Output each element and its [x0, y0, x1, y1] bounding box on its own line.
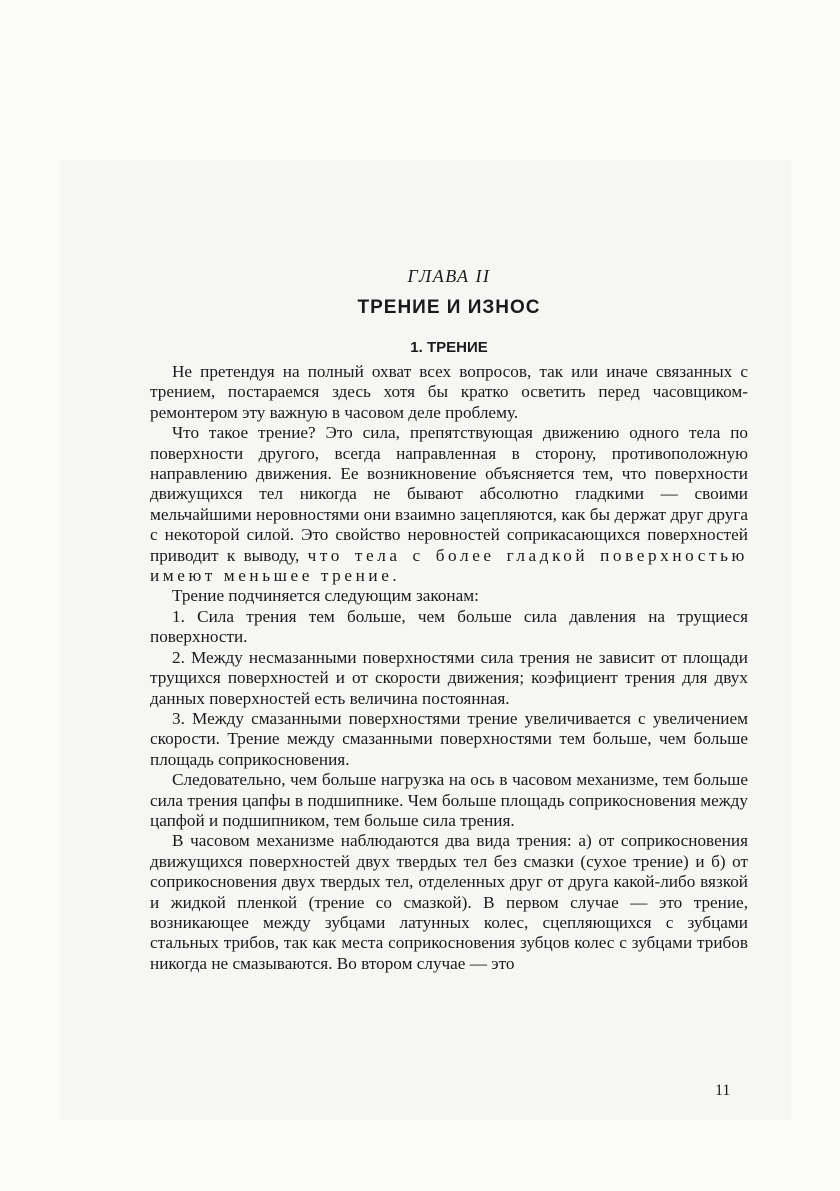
- chapter-title: ТРЕНИЕ И ИЗНОС: [357, 297, 541, 318]
- body-text: [150, 362, 748, 974]
- paragraph-consequence: Следовательно, чем больше нагрузка на ось в часовом механизме, тем больше сила трения цапфы в подшипнике. Чем больше площадь соприкосновения между цапфой и подшипником, тем больше сила трения.: [150, 770, 748, 830]
- paragraph-definition: [150, 423, 748, 586]
- page-number: 11: [715, 1082, 731, 1099]
- section-title: 1. ТРЕНИЕ: [410, 339, 488, 356]
- paragraph-intro: Не претендуя на полный охват всех вопросов, так или иначе связанных с трением, постараемся здесь хотя бы кратко осветить перед часовщиком-ремонтером эту важную в часовом деле проблему.: [150, 362, 748, 422]
- law-1: 1. Сила трения тем больше, чем больше сила давления на трущиеся поверхности.: [150, 606, 748, 647]
- law-3: 3. Между смазанными поверхностями трение увеличивается с увеличением скорости. Трение между смазанными поверхностями тем больше, чем больше площадь соприкосновения.: [150, 708, 748, 769]
- paragraph-laws-intro: Трение подчиняется следующим законам:: [172, 586, 479, 606]
- chapter-label: ГЛАВА II: [407, 266, 491, 286]
- page-content: [150, 266, 748, 974]
- paragraph-friction-types: В часовом механизме наблюдаются два вида трения: а) от соприкосновения движущихся поверхностей двух твердых тел без смазки (сухое трение) и б) от соприкосновения двух твердых тел, отделенных друг от друга какой-либо вязкой и жидкой пленкой (трение со смазкой). В первом случае — это трение, возникающее между зубцами латунных колес, сцепляющихся с зубцами стальных трибов, так как места соприкосновения зубцов колес с зубцами трибов никогда не смазываются. Во втором случае — это: [150, 831, 748, 973]
- law-2: 2. Между несмазанными поверхностями сила трения не зависит от площади трущихся поверхностей и от скорости движения; коэфициент трения для двух данных поверхностей есть величина постоянная.: [150, 647, 748, 708]
- spaced-emphasis: что тела с более гладкой поверхностью имеют меньшее трение.: [150, 545, 748, 586]
- definition-text: Что такое трение? Это сила, препятствующая движению одного тела по поверхности другого, всегда направленная в сторону, противоположную направлению движения. Ее возникновение объясняется тем, что поверхности движущихся тел никогда не бывают абсолютно гладкими — своими мельчайшими неровностями они взаимно зацепляются, как бы держат друг друга с некоторой силой. Это свойство неровностей соприкасающихся поверхностей приводит к выводу,: [150, 423, 748, 565]
